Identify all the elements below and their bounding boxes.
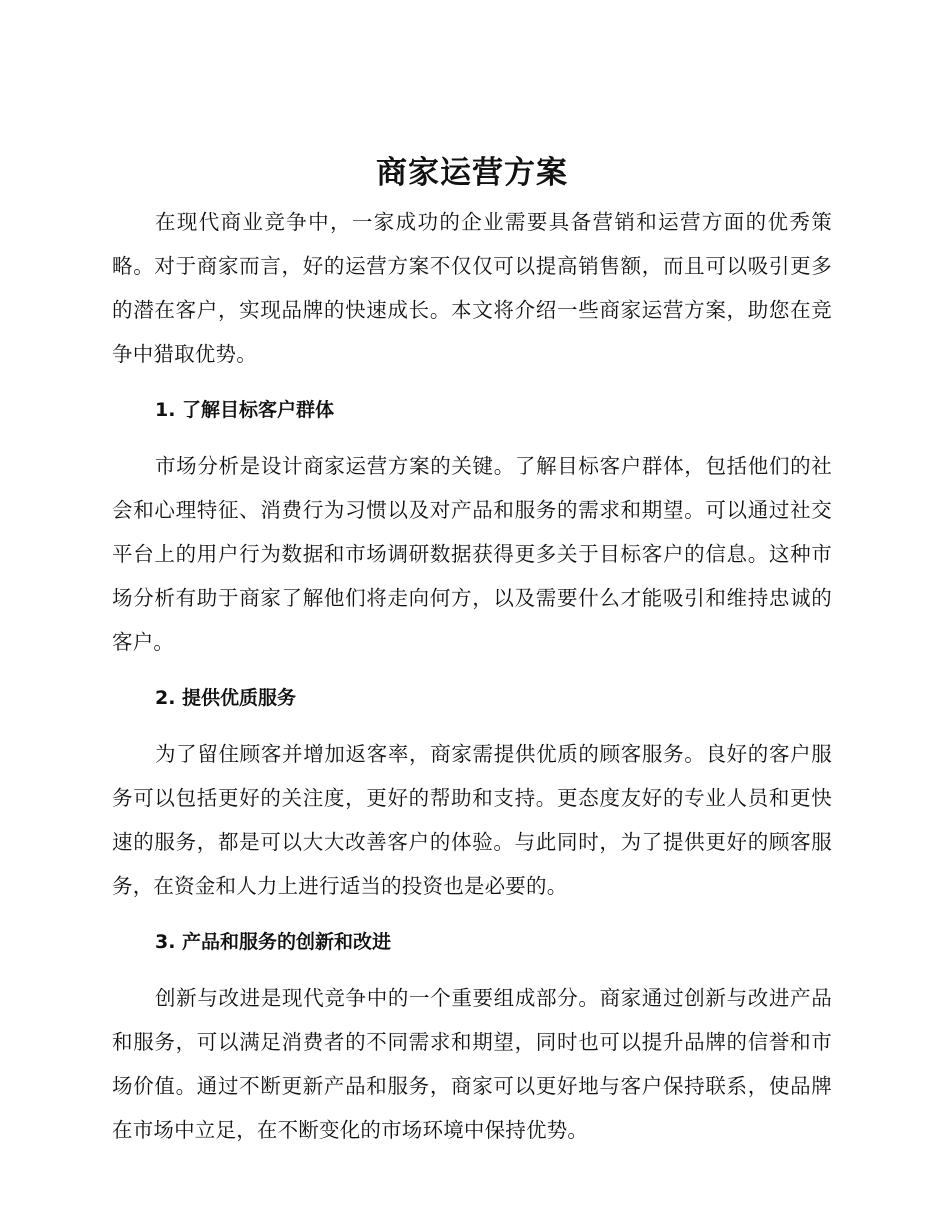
document-page <box>112 148 832 1152</box>
intro-paragraph: 在现代商业竞争中，一家成功的企业需要具备营销和运营方面的优秀策略。对于商家而言，好的运营方案不仅仅可以提高销售额，而且可以吸引更多的潜在客户，实现品牌的快速成长。本文将介绍一些商家运营方案，助您在竞争中猎取优势。 <box>112 210 832 366</box>
section-heading-3: 3. 产品和服务的创新和改进 <box>155 931 392 953</box>
section-body-3: 创新与改进是现代竞争中的一个重要组成部分。商家通过创新与改进产品和服务，可以满足消费者的不同需求和期望，同时也可以提升品牌的信誉和市场价值。通过不断更新产品和服务，商家可以更好地与客户保持联系，使品牌在市场中立足，在不断变化的市场环境中保持优势。 <box>112 986 832 1142</box>
section-body-2: 为了留住顾客并增加返客率，商家需提供优质的顾客服务。良好的客户服务可以包括更好的关注度，更好的帮助和支持。更态度友好的专业人员和更快速的服务，都是可以大大改善客户的体验。与此同时，为了提供更好的顾客服务，在资金和人力上进行适当的投资也是必要的。 <box>112 742 832 898</box>
section-heading-1: 1. 了解目标客户群体 <box>155 399 335 421</box>
section-heading-2: 2. 提供优质服务 <box>155 687 297 709</box>
document-title: 商家运营方案 <box>376 155 568 191</box>
section-body-1: 市场分析是设计商家运营方案的关键。了解目标客户群体，包括他们的社会和心理特征、消费行为习惯以及对产品和服务的需求和期望。可以通过社交平台上的用户行为数据和市场调研数据获得更多关于目标客户的信息。这种市场分析有助于商家了解他们将走向何方，以及需要什么才能吸引和维持忠诚的客户。 <box>112 454 832 654</box>
